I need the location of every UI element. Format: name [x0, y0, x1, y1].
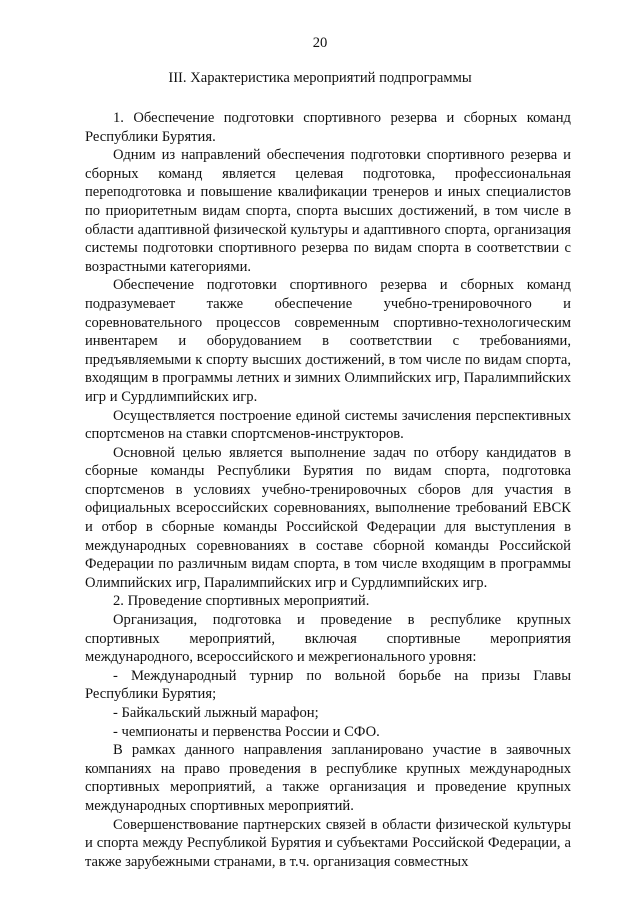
- paragraph: Совершенствование партнерских связей в области физической культуры и спорта между Республикой Бурятия и субъектами Российской Федерации, а также зарубежными странами, в т.ч. организация совместных: [85, 816, 571, 870]
- list-item: - Международный турнир по вольной борьбе на призы Главы Республики Бурятия;: [85, 667, 571, 703]
- list-item: - Байкальский лыжный марафон;: [113, 705, 319, 721]
- paragraph-heading-2: 2. Проведение спортивных мероприятий.: [113, 593, 370, 610]
- page-number: 20: [312, 35, 328, 51]
- paragraph: Осуществляется построение единой системы зачисления перспективных спортсменов на ставки спортсменов-инструкторов.: [85, 407, 571, 443]
- list-item: - чемпионаты и первенства России и СФО.: [113, 723, 380, 740]
- paragraph: Одним из направлений обеспечения подготовки спортивного резерва и сборных команд является целевая подготовка, профессиональная переподготовка и повышение квалификации тренеров и иных специалистов по приоритетным видам спорта, спорта высших достижений, в том числе в области адаптивной физической культуры и адаптивного спорта, организация системы подготовки спортивного резерва по видам спорта в соответствии с возрастными категориями.: [85, 147, 571, 275]
- paragraph-heading-1: 1. Обеспечение подготовки спортивного резерва и сборных команд Республики Бурятия.: [85, 110, 571, 145]
- body-text: [85, 109, 571, 871]
- paragraph: В рамках данного направления запланировано участие в заявочных компаниях на право проведения в республике крупных международных спортивных мероприятий, а также организация и проведение крупных международных спортивных мероприятий.: [85, 742, 571, 814]
- paragraph: Организация, подготовка и проведение в республике крупных спортивных мероприятий, включая спортивные мероприятия международного, всероссийского и межрегионального уровня:: [85, 612, 571, 666]
- paragraph: Обеспечение подготовки спортивного резерва и сборных команд подразумевает также обеспечение учебно-тренировочного и соревновательного процессов современным спортивно-технологическим инвентарем и оборудованием в соответствии с требованиями, предъявляемыми к спорту высших достижений, в том числе по видам спорта, входящим в программы летних и зимних Олимпийских игр, Паралимпийских игр и Сурдлимпийских игр.: [85, 277, 571, 405]
- section-title: III. Характеристика мероприятий подпрограммы: [168, 70, 472, 86]
- paragraph: Основной целью является выполнение задач по отбору кандидатов в сборные команды Республики Бурятия по видам спорта, подготовка спортсменов в условиях учебно-тренировочных сборов для участия в официальных всероссийских соревнованиях, выполнение требований ЕВСК и отбор в сборные команды Российской Федерации для выступления в международных соревнованиях в составе сборной команды Российской Федерации по различным видам спорта, в том числе входящим в программы Олимпийских игр, Паралимпийских игр и Сурдлимпийских игр.: [85, 444, 571, 591]
